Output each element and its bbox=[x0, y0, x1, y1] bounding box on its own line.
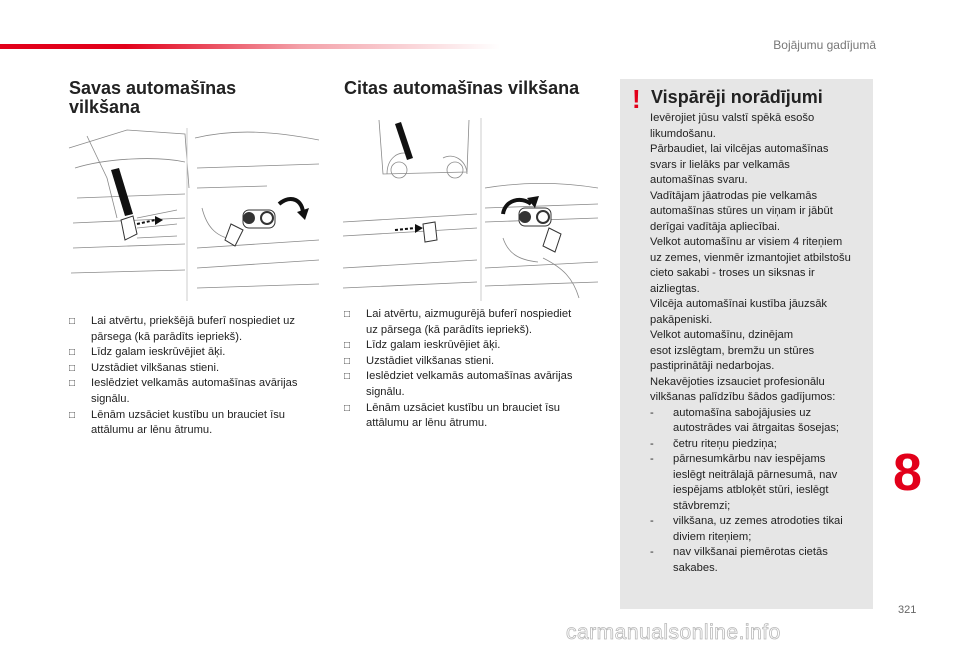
front-towing-steps bbox=[69, 314, 321, 439]
dash-bullet: - bbox=[650, 406, 654, 419]
dash-bullet: - bbox=[650, 437, 654, 450]
list-item: □ Lēnām uzsāciet kustību un brauciet īsu attālumu ar lēnu ātrumu. bbox=[69, 408, 286, 437]
checkbox-icon: □ bbox=[69, 409, 76, 421]
list-item: □ Līdz galam ieskrūvējiet āķi. bbox=[69, 345, 321, 361]
panel-paragraph: Nekavējoties izsauciet profesionālu vilkšanas palīdzību šādos gadījumos: bbox=[650, 375, 836, 403]
general-notes-panel bbox=[620, 79, 873, 609]
list-item: □ Ieslēdziet velkamās automašīnas avārijas signālu. bbox=[344, 370, 573, 398]
panel-paragraph: Ievērojiet jūsu valstī spēkā esošo likumdošanu. bbox=[650, 112, 815, 140]
header-accent-bar bbox=[0, 44, 500, 49]
dash-bullet: - bbox=[650, 515, 654, 527]
section-title-own-car bbox=[69, 79, 236, 117]
list-item: - pārnesumkārbu nav iespējams ieslēgt neitrālajā pārnesumā, nav iespējams atbloķēt stūri, ieslēgt stāvbremzi; bbox=[650, 453, 838, 512]
panel-paragraph: Pārbaudiet, lai vilcējas automašīnas svars ir lielāks par velkamās automašīnas svaru. bbox=[650, 143, 829, 186]
list-item: □ Lēnām uzsāciet kustību un brauciet īsu attālumu ar lēnu ātrumu. bbox=[344, 401, 561, 430]
panel-paragraph: Velkot automašīnu, dzinējam esot izslēgtam, bremžu un stūres pastiprinātāji nedarbojas. bbox=[650, 329, 815, 372]
list-item: □ Uzstādiet vilkšanas stieni. bbox=[69, 361, 321, 377]
checkbox-icon: □ bbox=[344, 309, 351, 320]
panel-paragraph: Velkot automašīnu ar visiem 4 riteņiem uz zemes, vienmēr izmantojiet atbilstošu cieto sakabi - troses un siksnas ir aizliegtas. bbox=[650, 236, 851, 295]
chapter-number: 8 bbox=[893, 444, 922, 502]
checkbox-icon: □ bbox=[344, 340, 351, 352]
rear-towing-steps bbox=[344, 307, 616, 432]
chapter-title: Bojājumu gadījumā bbox=[773, 38, 876, 52]
list-item: - vilkšana, uz zemes atrodoties tikai diviem riteņiem; bbox=[650, 515, 843, 543]
checkbox-icon: □ bbox=[69, 316, 76, 327]
list-item: □ Lai atvērtu, priekšējā buferī nospiediet uz pārsega (kā parādīts iepriekš). bbox=[69, 315, 295, 343]
checkbox-icon: □ bbox=[344, 355, 351, 367]
rear-towing-illustration bbox=[343, 118, 598, 301]
warning-icon: ! bbox=[632, 84, 641, 114]
panel-body bbox=[650, 111, 872, 576]
watermark: carmanualsonline.info bbox=[566, 621, 781, 644]
section-title-line: vilkšana bbox=[69, 97, 141, 117]
list-item: □ Uzstādiet vilkšanas stieni. bbox=[344, 354, 616, 370]
section-title-other-car: Citas automašīnas vilkšana bbox=[344, 78, 580, 98]
checkbox-icon: □ bbox=[69, 362, 76, 374]
panel-paragraph: Vilcēja automašīnai kustība jāuzsāk pakāpeniski. bbox=[650, 298, 828, 326]
panel-case-list bbox=[650, 406, 872, 577]
checkbox-icon: □ bbox=[344, 371, 351, 383]
list-item: - četru riteņu piedziņa; bbox=[650, 437, 872, 453]
dash-bullet: - bbox=[650, 453, 654, 465]
list-item: □ Līdz galam ieskrūvējiet āķi. bbox=[344, 338, 616, 354]
list-item: □ Ieslēdziet velkamās automašīnas avārijas signālu. bbox=[69, 377, 298, 405]
page-number: 321 bbox=[898, 604, 917, 616]
list-item: - nav vilkšanai piemērotas cietās sakabes. bbox=[650, 546, 828, 574]
panel-title: Vispārēji norādījumi bbox=[651, 87, 823, 107]
checkbox-icon: □ bbox=[69, 347, 76, 359]
dash-bullet: - bbox=[650, 546, 654, 558]
section-title-line: Savas automašīnas bbox=[69, 78, 237, 98]
list-item: - automašīna sabojājusies uz autostrādes vai ātrgaitas šosejas; bbox=[650, 406, 840, 434]
front-towing-illustration bbox=[67, 128, 319, 301]
checkbox-icon: □ bbox=[69, 378, 76, 390]
panel-paragraph: Vadītājam jāatrodas pie velkamās automašīnas stūres un viņam ir jābūt derīgai vadītāja apliecībai. bbox=[650, 189, 833, 233]
checkbox-icon: □ bbox=[344, 402, 351, 414]
list-item: □ Lai atvērtu, aizmugurējā buferī nospiediet uz pārsega (kā parādīts iepriekš). bbox=[344, 308, 572, 336]
